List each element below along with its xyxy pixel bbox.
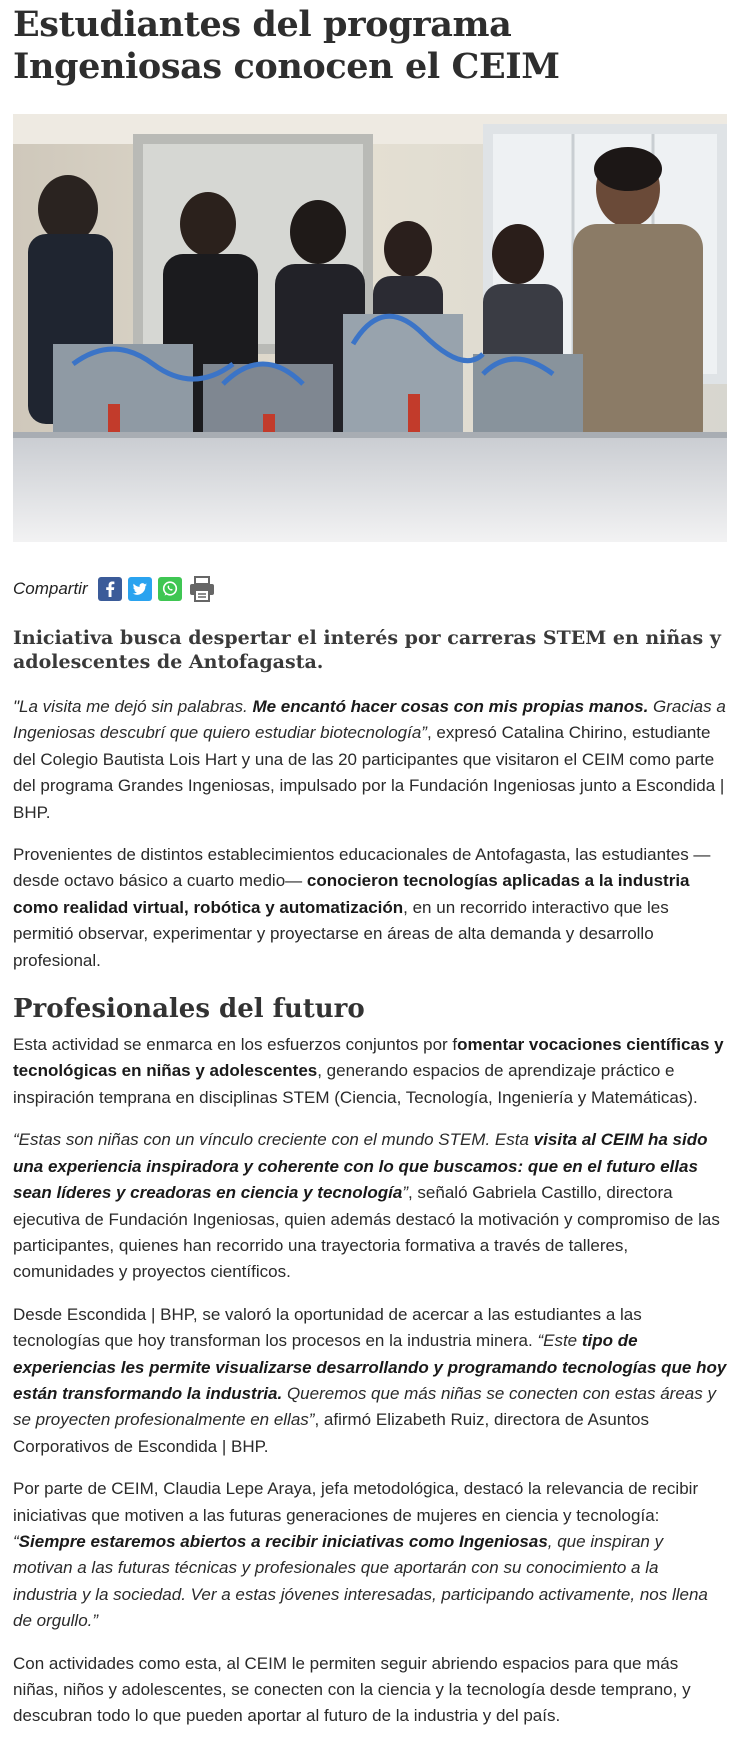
text-run: Esta actividad se enmarca en los esfuerzos conjuntos por f	[13, 1035, 458, 1055]
paragraph-5	[13, 1302, 727, 1460]
text-run: Por parte de CEIM, Claudia Lepe Araya, jefa metodológica, destacó la relevancia de recibir iniciativas que motiven a las futuras generaciones de mujeres en ciencia y tecnología:	[13, 1479, 699, 1525]
text-run: “Este	[537, 1331, 582, 1351]
paragraph-3	[13, 1032, 727, 1111]
text-run: tipo de experiencias les permite visualizarse desarrollando y programando tecnologías que hoy están transformando la industria.	[13, 1331, 727, 1403]
hero-photo	[13, 114, 727, 542]
paragraph-1	[13, 694, 727, 826]
text-run: Gracias a Ingeniosas descubrí que quiero estudiar biotecnología”	[13, 697, 726, 743]
text-run: Me encantó hacer cosas con mis propias manos.	[252, 697, 649, 716]
twitter-icon[interactable]	[128, 577, 152, 601]
text-run: Queremos que más niñas se conecten con estas áreas y se proyecten profesionalmente en ellas”	[13, 1383, 716, 1430]
text-run: “Estas son niñas con un vínculo creciente con el mundo STEM. Esta	[13, 1130, 534, 1150]
article	[0, 4, 740, 1756]
share-label: Compartir	[13, 579, 88, 598]
text-run: , afirmó Elizabeth Ruiz, directora de Asuntos Corporativos de Escondida | BHP.	[13, 1410, 649, 1456]
text-run: omentar vocaciones científicas y tecnológicas en niñas y adolescentes	[13, 1035, 724, 1081]
paragraph-4	[13, 1127, 727, 1285]
text-run: , expresó Catalina Chirino, estudiante del Colegio Bautista Lois Hart y una de las 20 participantes que visitaron el CEIM como parte del programa Grandes Ingeniosas, impulsado por la Fundación Ingeniosas junto a Escondida | BHP.	[13, 723, 725, 822]
text-run: , en un recorrido interactivo que les permitió observar, experimentar y proyectarse en áreas de alta demanda y desarrollo profesional.	[13, 897, 669, 970]
text-run: “	[13, 1531, 19, 1551]
text-run: Provenientes de distintos establecimientos educacionales de Antofagasta, las estudiantes —desde octavo básico a cuarto medio—	[13, 845, 711, 891]
text-run: , señaló Gabriela Castillo, directora ejecutiva de Fundación Ingeniosas, quien además destacó la motivación y compromiso de las participantes, quienes han recorrido una trayectoria formativa a través de talleres, comunidades y proyectos científicos.	[13, 1183, 720, 1282]
paragraph-6	[13, 1476, 727, 1634]
text-run: , que inspiran y motivan a las futuras técnicas y profesionales que aportarán con su conocimiento a la industria y la sociedad. Ver a estas jóvenes interesadas, participando activamente, nos llena de orgullo.”	[13, 1531, 708, 1631]
paragraph-7	[13, 1651, 727, 1730]
text-run: Siempre estaremos abiertos a recibir iniciativas como Ingeniosas	[18, 1531, 548, 1551]
article-title: Estudiantes del programa Ingeniosas conocen el CEIM	[13, 4, 560, 87]
text-run: "La visita me dejó sin palabras.	[13, 697, 253, 716]
share-bar	[13, 574, 727, 604]
text-run: Con actividades como esta, al CEIM le permiten seguir abriendo espacios para que más niñas, niños y adolescentes, se conecten con la ciencia y la tecnología desde temprano, y descubran todo lo que pueden aportar al futuro de la industria y del país.	[13, 1653, 691, 1726]
text-run: Desde Escondida | BHP, se valoró la oportunidad de acercar a las estudiantes a las tecnologías que hoy transforman los procesos en la industria minera.	[13, 1304, 642, 1351]
text-run: conocieron tecnologías aplicadas a la industria como realidad virtual, robótica y automatización	[13, 871, 690, 917]
paragraph-2	[13, 842, 727, 974]
print-icon[interactable]	[188, 575, 216, 603]
text-run: ”	[402, 1183, 408, 1203]
section-heading: Profesionales del futuro	[13, 994, 365, 1025]
article-subtitle: Iniciativa busca despertar el interés por carreras STEM en niñas y adolescentes de Antofagasta.	[13, 627, 721, 673]
text-run: visita al CEIM ha sido una experiencia inspiradora y coherente con lo que buscamos: que en el futuro ellas sean líderes y creadoras en ciencia y tecnología	[13, 1130, 708, 1203]
whatsapp-icon[interactable]	[158, 577, 182, 601]
facebook-icon[interactable]	[98, 577, 122, 601]
text-run: , generando espacios de aprendizaje práctico e inspiración temprana en disciplinas STEM (Ciencia, Tecnología, Ingeniería y Matemáticas).	[13, 1061, 698, 1107]
